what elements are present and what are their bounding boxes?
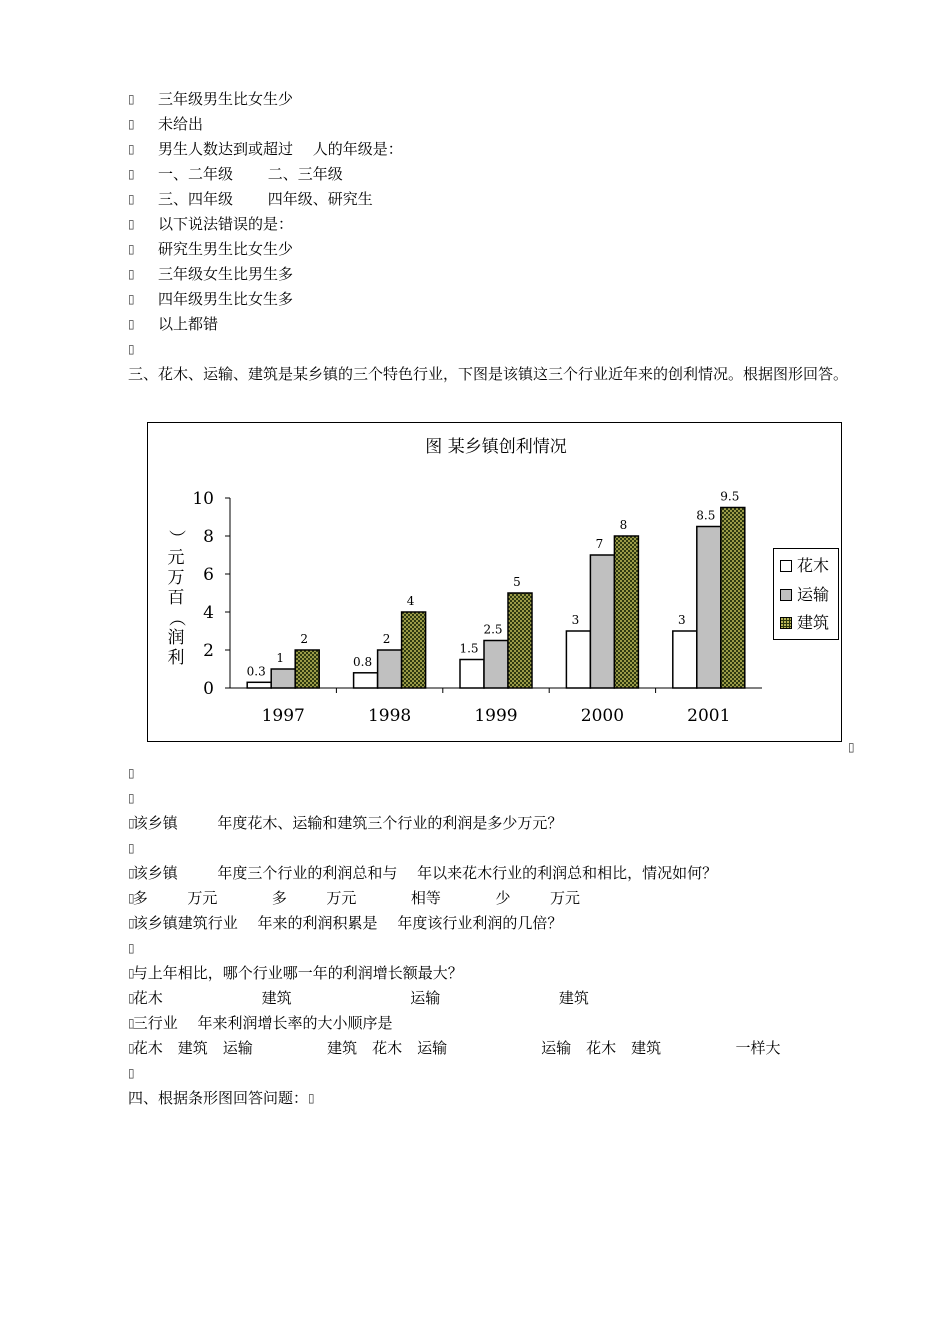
question-line: ▯ 该乡镇 年度花木、运输和建筑三个行业的利润是多少万元？ <box>128 814 563 832</box>
legend-swatch-yunshu <box>780 589 792 601</box>
answer-line: ▯ 多 万元 多 万元 相等 少 万元 <box>128 889 581 907</box>
data-label: 0.8 <box>353 654 373 669</box>
y-axis-label-char: 万 <box>167 568 185 588</box>
data-label: 2 <box>300 632 309 646</box>
data-label: 1 <box>276 651 285 665</box>
question-line: ▯ 以上都错 <box>128 315 219 333</box>
data-label: 8.5 <box>696 508 716 523</box>
section-3-intro: 三、花木、运输、建筑是某乡镇的三个特色行业，下图是该镇这三个行业近年来的创利情况。根据图形回答。 <box>128 365 849 383</box>
question-line: ▯ 该乡镇 年度三个行业的利润总和与 年以来花木行业的利润总和相比，情况如何？ <box>128 864 718 882</box>
bar-huamu <box>247 682 271 688</box>
bar-jianzhu <box>295 650 319 688</box>
y-tick-label: 4 <box>203 603 214 623</box>
answer-line: ▯ <box>128 941 135 955</box>
y-tick-label: 0 <box>203 679 214 699</box>
bar-yunshu <box>697 527 721 689</box>
x-tick-label: 1997 <box>261 706 305 726</box>
answer-line: ▯ 花木 建筑 运输 建筑 花木 运输 运输 花木 建筑 一样大 <box>128 1039 781 1057</box>
bar-yunshu <box>590 555 614 688</box>
question-line: ▯ 三行业 年来利润增长率的大小顺序是 <box>128 1014 393 1032</box>
y-tick-label: 6 <box>203 565 214 585</box>
bar-huamu <box>566 631 590 688</box>
y-axis-label-char: 元 <box>167 548 185 568</box>
data-label: 2.5 <box>483 622 503 637</box>
data-label: 4 <box>406 594 415 608</box>
legend-item-jianzhu: 建筑 <box>780 612 829 634</box>
data-label: 0.3 <box>246 664 266 679</box>
bar-jianzhu <box>508 593 532 688</box>
data-label: 1.5 <box>459 641 479 656</box>
chart-title: 图 某乡镇创利情况 <box>425 437 567 457</box>
bar-jianzhu <box>402 612 426 688</box>
x-tick-label: 1998 <box>367 706 412 726</box>
question-line: ▯ 三、四年级 四年级、研究生 <box>128 190 373 208</box>
question-line: ▯ 一、二年级 二、三年级 <box>128 165 343 183</box>
data-label: 9.5 <box>720 489 740 504</box>
y-tick-label: 2 <box>203 641 214 661</box>
bar-jianzhu <box>721 508 745 689</box>
question-line: ▯ 男生人数达到或超过 人的年级是： <box>128 140 403 158</box>
bar-huamu <box>354 673 378 688</box>
bar-huamu <box>673 631 697 688</box>
bar-yunshu <box>271 669 295 688</box>
question-line: ▯ 三年级男生比女生少 <box>128 90 294 108</box>
question-line: ▯ 未给出 <box>128 115 204 133</box>
legend-item-yunshu: 运输 <box>780 584 829 606</box>
y-axis-label <box>166 528 186 668</box>
y-axis-label-char: （ <box>166 609 186 627</box>
answer-line: ▯ 花木 建筑 运输 建筑 <box>128 989 688 1007</box>
data-label: 2 <box>382 632 391 646</box>
x-tick-label: 1999 <box>474 706 518 726</box>
y-axis-label-char: 润 <box>167 628 185 648</box>
question-line: ▯ 该乡镇建筑行业 年来的利润积累是 年度该行业利润的几倍？ <box>128 914 563 932</box>
y-tick-label: 8 <box>203 527 214 547</box>
question-line: ▯ 四年级男生比女生多 <box>128 290 294 308</box>
bar-huamu <box>460 660 484 689</box>
y-axis-label-char: 利 <box>167 648 185 668</box>
question-line: ▯ 与上年相比，哪个行业哪一年的利润增长额最大？ <box>128 964 463 982</box>
data-label: 5 <box>513 575 521 589</box>
bar-yunshu <box>378 650 402 688</box>
legend-swatch-jianzhu <box>780 617 792 629</box>
x-tick-label: 2001 <box>687 706 731 726</box>
bar-jianzhu <box>614 536 638 688</box>
question-line: ▯ 三年级女生比男生多 <box>128 265 294 283</box>
bar-yunshu <box>484 641 508 689</box>
y-axis-label-char: 百 <box>167 588 185 608</box>
y-tick-label: 10 <box>192 489 214 509</box>
data-label: 3 <box>571 613 580 627</box>
question-line: ▯ 以下说法错误的是： <box>128 215 294 233</box>
legend-swatch-huamu <box>780 560 792 572</box>
x-tick-label: 2000 <box>580 706 625 726</box>
data-label: 8 <box>619 518 628 532</box>
y-axis-label-char: ） <box>166 529 186 547</box>
question-line: ▯ 研究生男生比女生少 <box>128 240 294 258</box>
chart-legend <box>773 548 839 640</box>
legend-item-huamu: 花木 <box>780 555 829 577</box>
section-4-intro: 四、根据条形图回答问题： ▯ <box>128 1089 315 1107</box>
data-label: 7 <box>595 537 604 551</box>
answer-line: ▯ <box>128 841 135 855</box>
data-label: 3 <box>677 613 686 627</box>
